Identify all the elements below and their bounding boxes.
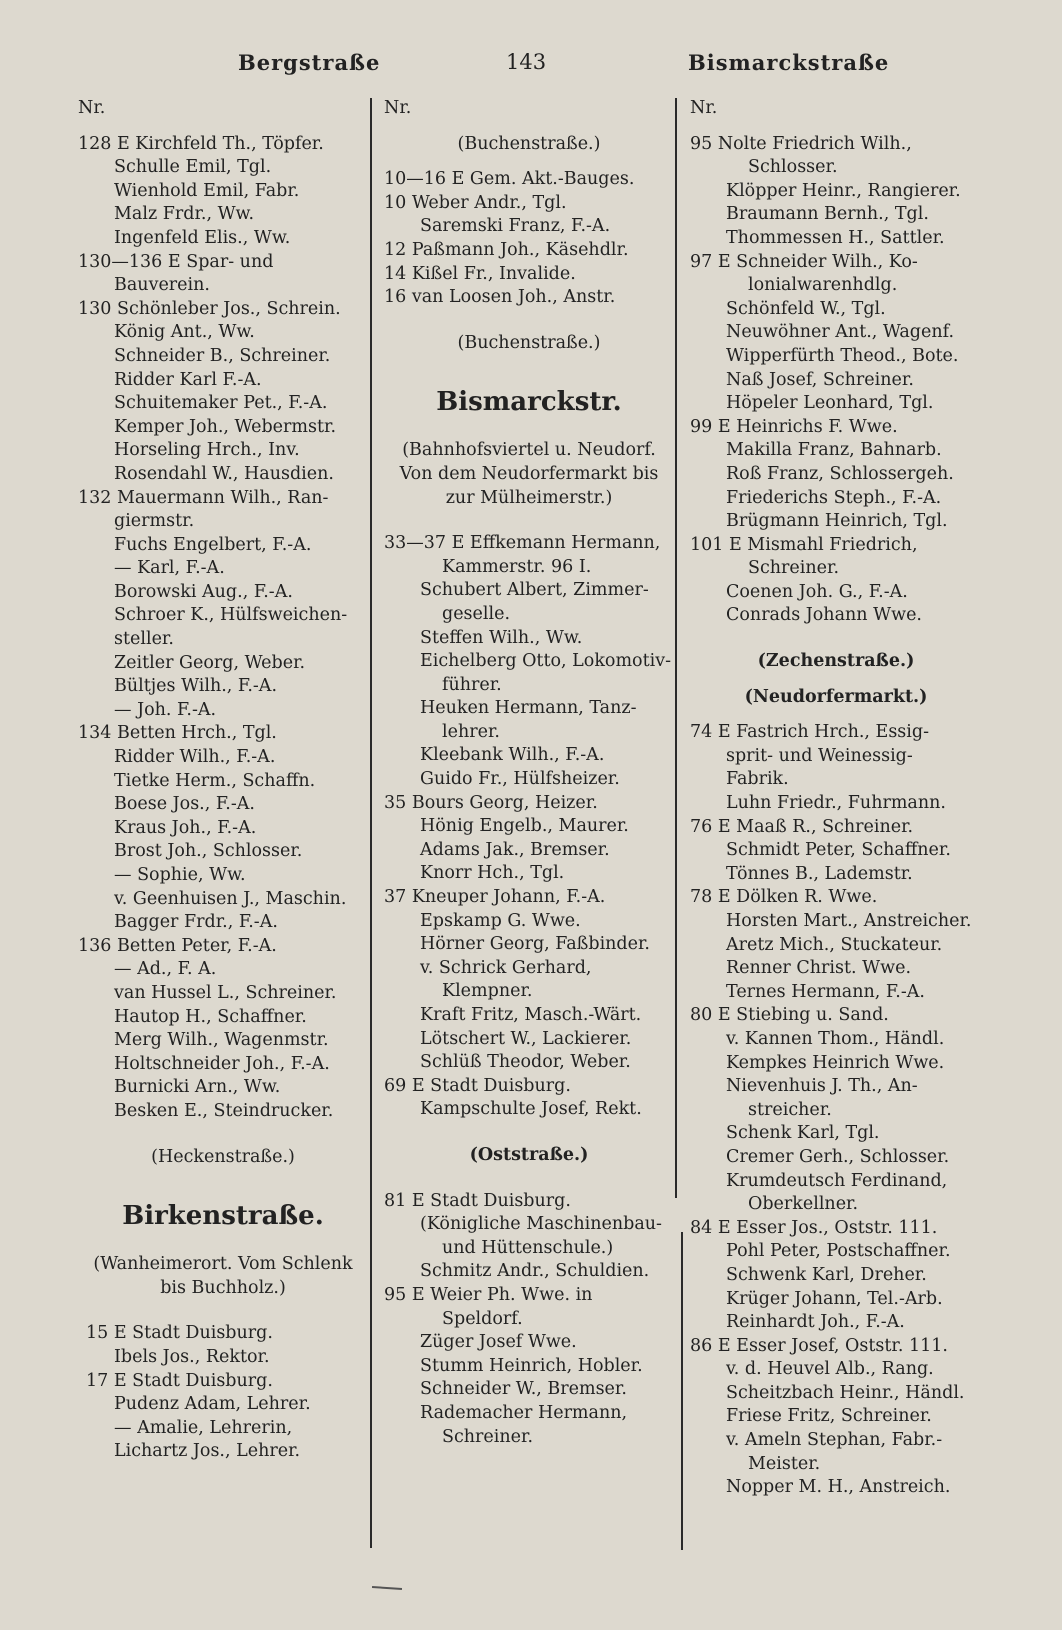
list-item: Lichartz Jos., Lehrer.	[114, 1441, 301, 1462]
list-item: 128 E Kirchfeld Th., Töpfer.	[78, 133, 324, 154]
column-2	[384, 97, 674, 1577]
list-item: Saremski Franz, F.-A.	[420, 216, 611, 237]
cross-street-label: (Oststraße.)	[469, 1144, 589, 1165]
street-description: Von dem Neudorfermarkt bis	[399, 463, 659, 484]
list-item: Wipperfürth Theod., Bote.	[726, 345, 959, 366]
list-item: Kampschulte Josef, Rekt.	[420, 1099, 642, 1120]
list-item: Schneider B., Schreiner.	[114, 345, 331, 366]
list-item: 17 E Stadt Duisburg.	[86, 1370, 273, 1391]
list-item: Renner Christ. Wwe.	[726, 958, 912, 979]
list-item: Lötschert W., Lackierer.	[420, 1028, 632, 1049]
list-item: van Hussel L., Schreiner.	[114, 982, 337, 1003]
list-item: Speldorf.	[442, 1308, 523, 1329]
list-item: Fuchs Engelbert, F.-A.	[114, 534, 312, 555]
list-item: Hörner Georg, Faßbinder.	[420, 934, 650, 955]
list-item: — Joh. F.-A.	[114, 699, 217, 720]
list-item: Klöpper Heinr., Rangierer.	[726, 180, 961, 201]
list-item: 136 Betten Peter, F.-A.	[78, 935, 277, 956]
list-item: führer.	[442, 674, 502, 695]
running-head-right: Bismarckstraße	[688, 50, 890, 75]
list-item: Coenen Joh. G., F.-A.	[726, 581, 908, 602]
entry-list	[78, 133, 368, 1124]
column-divider	[675, 98, 677, 1198]
list-item: 14 Kißel Fr., Invalide.	[384, 263, 576, 284]
cross-street-label: (Buchenstraße.)	[457, 332, 601, 353]
list-item: Kempkes Heinrich Wwe.	[726, 1052, 945, 1073]
street-title: Birkenstraße.	[122, 1201, 324, 1232]
cross-street-label: (Buchenstraße.)	[457, 133, 601, 154]
list-item: Kraft Fritz, Masch.-Wärt.	[420, 1005, 642, 1025]
list-item: Nievenhuis J. Th., An-	[726, 1076, 918, 1097]
list-item: Ternes Hermann, F.-A.	[726, 981, 925, 1002]
list-item: 12 Paßmann Joh., Käsehdlr.	[384, 239, 629, 260]
list-item: 84 E Esser Jos., Oststr. 111.	[690, 1217, 938, 1238]
list-item: — Sophie, Ww.	[114, 865, 246, 885]
list-item: Ibels Jos., Rektor.	[114, 1346, 270, 1367]
street-description: (Wanheimerort. Vom Schlenk	[93, 1254, 353, 1275]
street-description: (Bahnhofsviertel u. Neudorf.	[402, 440, 656, 461]
list-item: Schenk Karl, Tgl.	[726, 1123, 880, 1144]
list-item: Ridder Karl F.-A.	[114, 369, 262, 390]
list-item: 15 E Stadt Duisburg.	[86, 1323, 273, 1344]
list-item: Pudenz Adam, Lehrer.	[114, 1394, 311, 1415]
list-item: v. Kannen Thom., Händl.	[726, 1028, 945, 1049]
list-item: 101 E Mismahl Friedrich,	[690, 534, 918, 555]
list-item: 16 van Loosen Joh., Anstr.	[384, 287, 616, 308]
list-item: Roß Franz, Schlossergeh.	[726, 463, 954, 484]
list-item: geselle.	[442, 603, 511, 624]
list-item: Brost Joh., Schlosser.	[114, 841, 303, 862]
list-item: Kemper Joh., Webermstr.	[114, 416, 337, 437]
list-item: Burnicki Arn., Ww.	[114, 1077, 281, 1098]
column-3	[690, 97, 982, 1577]
list-item: 97 E Schneider Wilh., Ko-	[690, 251, 918, 272]
printer-mark	[372, 1586, 402, 1590]
list-item: 74 E Fastrich Hrch., Essig-	[690, 722, 930, 743]
list-item: Schmitz Andr., Schuldien.	[420, 1261, 650, 1282]
cross-street-label: (Heckenstraße.)	[151, 1146, 295, 1167]
list-item: 99 E Heinrichs F. Wwe.	[690, 416, 898, 437]
list-item: Conrads Johann Wwe.	[726, 605, 922, 626]
list-item: Ridder Wilh., F.-A.	[114, 747, 276, 768]
list-item: Luhn Friedr., Fuhrmann.	[726, 793, 946, 814]
list-item: und Hüttenschule.)	[442, 1237, 614, 1258]
list-item: 10—16 E Gem. Akt.-Bauges.	[384, 169, 635, 190]
list-item: 81 E Stadt Duisburg.	[384, 1190, 571, 1211]
list-item: (Königliche Maschinenbau-	[420, 1214, 662, 1235]
list-item: Bültjes Wilh., F.-A.	[114, 676, 278, 697]
list-item: Neuwöhner Ant., Wagenf.	[726, 322, 955, 343]
list-item: Ingenfeld Elis., Ww.	[114, 227, 291, 248]
list-item: streicher.	[748, 1099, 832, 1120]
list-item: Wienhold Emil, Fabr.	[114, 180, 300, 201]
list-item: 130 Schönleber Jos., Schrein.	[78, 298, 341, 319]
list-item: v. Schrick Gerhard,	[420, 957, 592, 978]
list-item: 132 Mauermann Wilh., Ran-	[78, 487, 329, 508]
list-item: Aretz Mich., Stuckateur.	[726, 934, 943, 955]
list-item: Schönfeld W., Tgl.	[726, 298, 886, 319]
list-item: Oberkellner.	[748, 1194, 859, 1215]
list-item: Rademacher Hermann,	[420, 1402, 628, 1423]
running-head-left: Bergstraße	[238, 50, 381, 75]
list-item: Scheitzbach Heinr., Händl.	[726, 1382, 965, 1403]
list-item: 35 Bours Georg, Heizer.	[384, 792, 598, 813]
list-item: 78 E Dölken R. Wwe.	[690, 887, 878, 908]
list-item: — Amalie, Lehrerin,	[114, 1417, 293, 1438]
list-item: Krüger Johann, Tel.-Arb.	[726, 1288, 943, 1309]
list-item: Kleebank Wilh., F.-A.	[420, 745, 605, 766]
column-nr-label: Nr.	[78, 98, 106, 118]
list-item: Malz Frdr., Ww.	[114, 204, 255, 225]
list-item: Braumann Bernh., Tgl.	[726, 204, 929, 225]
list-item: v. Ameln Stephan, Fabr.-	[726, 1430, 943, 1451]
list-item: 86 E Esser Josef, Oststr. 111.	[690, 1335, 948, 1356]
list-item: Schneider W., Bremser.	[420, 1379, 627, 1400]
list-item: Horsten Mart., Anstreicher.	[726, 911, 972, 931]
list-item: Schulle Emil, Tgl.	[114, 157, 272, 178]
list-item: Steffen Wilh., Ww.	[420, 627, 583, 648]
list-item: Stumm Heinrich, Hobler.	[420, 1355, 643, 1376]
column-divider	[681, 1232, 683, 1550]
list-item: 33—37 E Effkemann Hermann,	[384, 533, 661, 554]
list-item: Boese Jos., F.-A.	[114, 794, 255, 815]
list-item: giermstr.	[114, 511, 195, 532]
list-item: Reinhardt Joh., F.-A.	[726, 1312, 905, 1333]
street-description: zur Mülheimerstr.)	[445, 487, 613, 508]
list-item: — Karl, F.-A.	[114, 558, 225, 579]
list-item: Schreiner.	[442, 1426, 534, 1447]
list-item: Kraus Joh., F.-A.	[114, 817, 257, 838]
list-item: Zeitler Georg, Weber.	[114, 652, 306, 673]
list-item: Meister.	[748, 1453, 821, 1474]
list-item: v. d. Heuvel Alb., Rang.	[726, 1359, 934, 1380]
list-item: sprit- und Weinessig-	[726, 745, 913, 766]
list-item: 95 Nolte Friedrich Wilh.,	[690, 133, 912, 154]
list-item: Schlosser.	[748, 157, 838, 178]
list-item: Epskamp G. Wwe.	[420, 910, 581, 931]
page-number: 143	[506, 50, 547, 74]
list-item: Friese Fritz, Schreiner.	[726, 1406, 932, 1427]
list-item: 69 E Stadt Duisburg.	[384, 1075, 571, 1096]
list-item: Schubert Albert, Zimmer-	[420, 580, 649, 601]
cross-street-label: (Zechenstraße.)	[757, 651, 915, 672]
list-item: Knorr Hch., Tgl.	[420, 863, 565, 884]
street-title: Bismarckstr.	[436, 387, 622, 418]
list-item: Brügmann Heinrich, Tgl.	[726, 511, 948, 532]
street-description: bis Buchholz.)	[160, 1277, 286, 1298]
list-item: Züger Josef Wwe.	[420, 1332, 577, 1353]
list-item: Klempner.	[442, 981, 533, 1002]
list-item: Guido Fr., Hülfsheizer.	[420, 769, 620, 790]
list-item: Merg Wilh., Wagenmstr.	[114, 1030, 329, 1051]
cross-street-label: (Neudorfermarkt.)	[744, 686, 928, 707]
list-item: 37 Kneuper Johann, F.-A.	[384, 887, 606, 908]
list-item: 76 E Maaß R., Schreiner.	[690, 816, 914, 837]
list-item: Borowski Aug., F.-A.	[114, 581, 293, 602]
list-item: Höpeler Leonhard, Tgl.	[726, 393, 934, 414]
list-item: 134 Betten Hrch., Tgl.	[78, 723, 277, 744]
list-item: Schlüß Theodor, Weber.	[420, 1052, 631, 1073]
list-item: Eichelberg Otto, Lokomotiv-	[420, 651, 672, 672]
list-item: Schreiner.	[748, 558, 840, 579]
list-item: 130—136 E Spar- und	[78, 251, 274, 272]
list-item: Cremer Gerh., Schlosser.	[726, 1146, 950, 1167]
list-item: Tietke Herm., Schaffn.	[114, 770, 316, 791]
list-item: Krumdeutsch Ferdinand,	[726, 1170, 948, 1191]
list-item: Nopper M. H., Anstreich.	[726, 1477, 951, 1498]
column-nr-label: Nr.	[384, 98, 412, 118]
list-item: Pohl Peter, Postschaffner.	[726, 1241, 951, 1262]
list-item: 80 E Stiebing u. Sand.	[690, 1005, 889, 1026]
column-nr-label: Nr.	[690, 98, 718, 118]
list-item: Thommessen H., Sattler.	[726, 227, 945, 248]
list-item: Hönig Engelb., Maurer.	[420, 816, 629, 837]
list-item: Bagger Frdr., F.-A.	[114, 912, 278, 933]
list-item: Friederichs Steph., F.-A.	[726, 487, 942, 508]
list-item: — Ad., F. A.	[114, 959, 217, 980]
list-item: Fabrik.	[726, 769, 789, 790]
page-header	[0, 50, 1062, 86]
list-item: lehrer.	[442, 721, 500, 742]
list-item: Besken E., Steindrucker.	[114, 1100, 334, 1121]
list-item: Rosendahl W., Hausdien.	[114, 463, 334, 484]
list-item: Schmidt Peter, Schaffner.	[726, 840, 951, 861]
column-1	[78, 97, 368, 1577]
list-item: Makilla Franz, Bahnarb.	[726, 440, 942, 461]
list-item: Naß Josef, Schreiner.	[726, 369, 914, 390]
list-item: Horseling Hrch., Inv.	[114, 440, 300, 461]
list-item: steller.	[114, 629, 174, 650]
list-item: Schwenk Karl, Dreher.	[726, 1264, 927, 1285]
list-item: 95 E Weier Ph. Wwe. in	[384, 1284, 593, 1305]
list-item: v. Geenhuisen J., Maschin.	[114, 888, 347, 909]
column-divider	[370, 98, 372, 1548]
list-item: lonialwarenhdlg.	[748, 275, 898, 296]
list-item: Holtschneider Joh., F.-A.	[114, 1053, 330, 1074]
list-item: Schuitemaker Pet., F.-A.	[114, 393, 328, 414]
list-item: 10 Weber Andr., Tgl.	[384, 192, 567, 213]
list-item: Hautop H., Schaffner.	[114, 1006, 307, 1027]
list-item: Heuken Hermann, Tanz-	[420, 698, 637, 719]
list-item: Tönnes B., Lademstr.	[726, 863, 913, 884]
list-item: Kammerstr. 96 I.	[442, 556, 592, 577]
list-item: Bauverein.	[114, 275, 210, 296]
list-item: Schroer K., Hülfsweichen-	[114, 605, 348, 626]
list-item: König Ant., Ww.	[114, 322, 255, 343]
list-item: Adams Jak., Bremser.	[420, 839, 610, 860]
